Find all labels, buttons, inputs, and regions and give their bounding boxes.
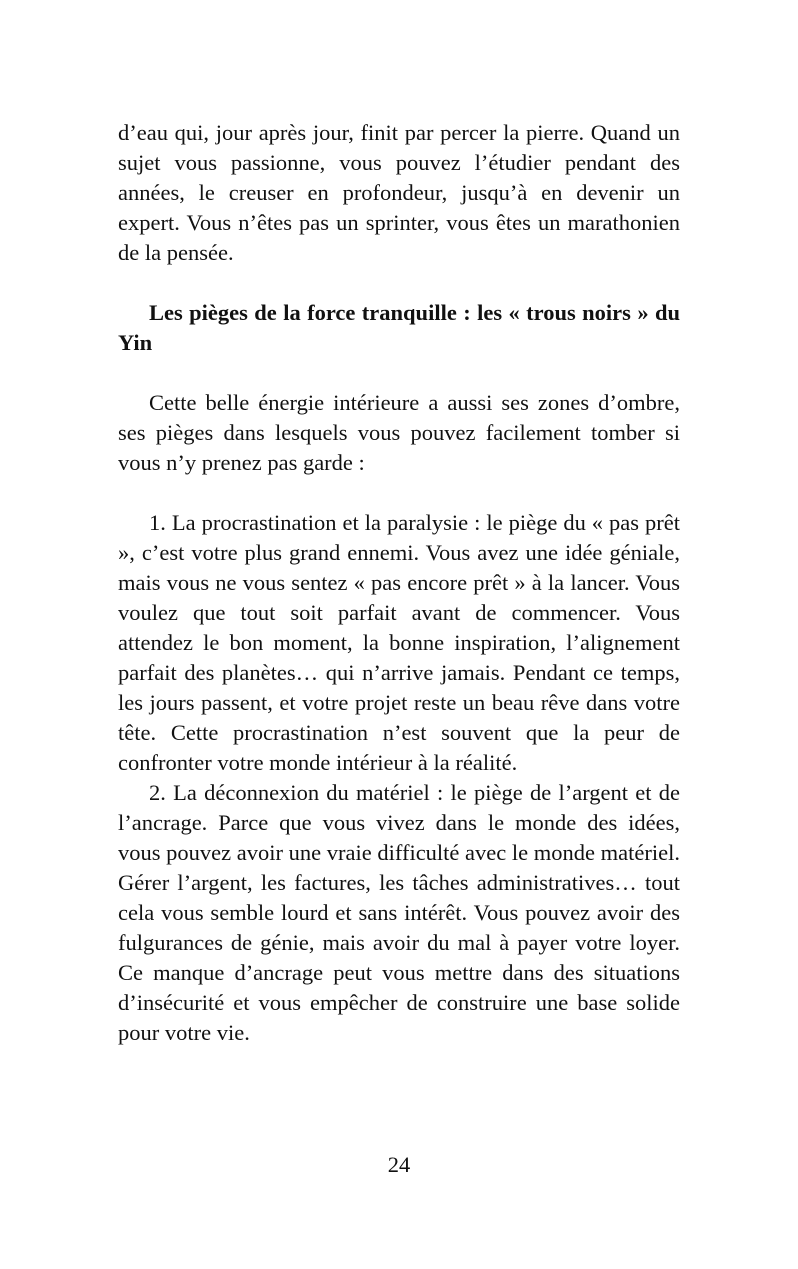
paragraph-continuation: d’eau qui, jour après jour, finit par percer la pierre. Quand un sujet vous passionne, vous pouvez l’étudier pendant des années, le creuser en profondeur, jusqu’à en devenir un expert. Vous n’êtes pas un sprinter, vous êtes un marathonien de la pensée. [118,120,680,265]
list-item-procrastination: 1. La procrastination et la paralysie : le piège du « pas prêt », c’est votre plus grand ennemi. Vous avez une idée géniale, mais vous ne vous sentez « pas encore prêt » à la lancer. Vous voulez que tout soit parfait avant de commencer. Vous attendez le bon moment, la bonne inspiration, l’alignement parfait des planètes… qui n’arrive jamais. Pendant ce temps, les jours passent, et votre projet reste un beau rêve dans votre tête. Cette procrastination n’est souvent que la peur de confronter votre monde intérieur à la réalité. [118,510,680,775]
paragraph-intro: Cette belle énergie intérieure a aussi ses zones d’ombre, ses pièges dans lesquels vous pouvez facilement tomber si vous n’y prenez pas garde : [118,390,680,475]
page-body [118,118,680,1048]
section-heading: Les pièges de la force tranquille : les « trous noirs » du Yin [118,300,680,355]
page-number: 24 [387,1152,411,1177]
list-item-deconnexion: 2. La déconnexion du matériel : le piège de l’argent et de l’ancrage. Parce que vous vivez dans le monde des idées, vous pouvez avoir une vraie difficulté avec le monde matériel. Gérer l’argent, les factures, les tâches administratives… tout cela vous semble lourd et sans intérêt. Vous pouvez avoir des fulgurances de génie, mais avoir du mal à payer votre loyer. Ce manque d’ancrage peut vous mettre dans des situations d’insécurité et vous empêcher de construire une base solide pour votre vie. [118,780,680,1045]
